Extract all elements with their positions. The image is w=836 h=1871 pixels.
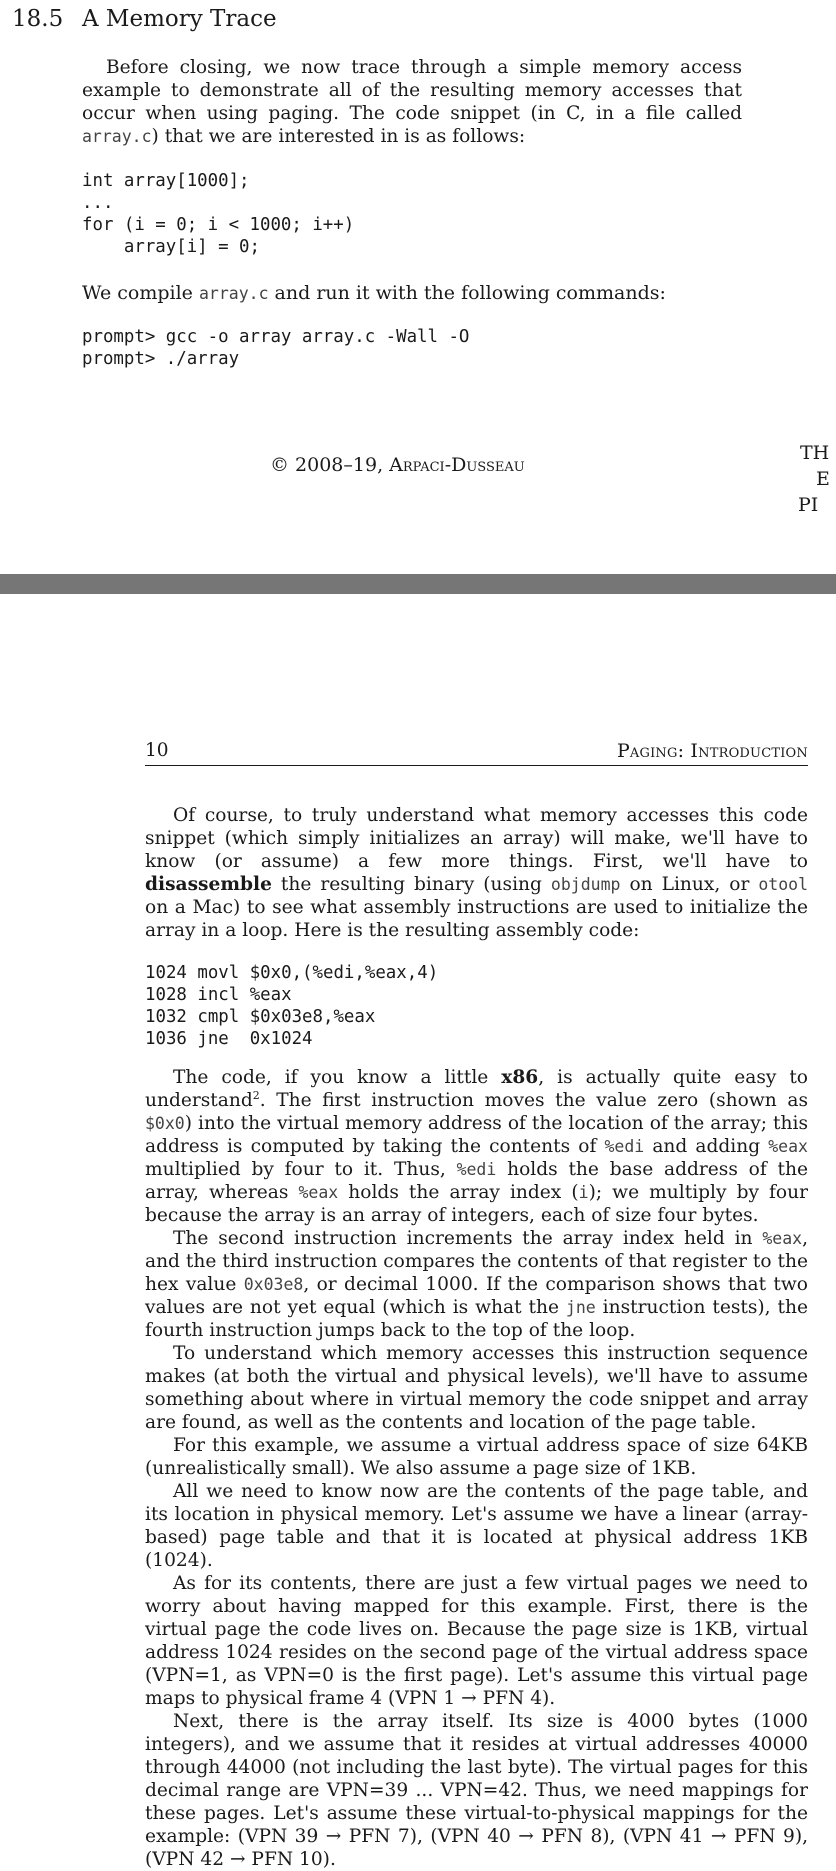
c-code-snippet: int array[1000]; ... for (i = 0; i < 1000; i++) array[i] = 0; (82, 171, 355, 257)
running-head: Paging: Introduction (616, 740, 808, 762)
paragraph-x86: The code, if you know a little x86, is actually quite easy to understand$^2$. The first instruction moves the value zero (shown as $0x0) into the virtual memory address of the location of the array; this address is computed by taking the contents of %edi and adding %eax multiplied by four to it. Thus, %edi holds the base address of the array, whereas %eax holds the array index (i); we multiply by four because the array is an array of integers, each of size four bytes. (145, 1067, 808, 1226)
header-rule (145, 765, 808, 766)
section-title: A Memory Trace (82, 6, 277, 32)
assembly-code: 1024 movl $0x0,(%edi,%eax,4) 1028 incl %eax 1032 cmpl $0x03e8,%eax 1036 jne 0x1024 (145, 963, 439, 1049)
cropped-margin-text: TH E PI (798, 442, 830, 516)
paragraph-page-table: All we need to know now are the contents of the page table, and its location in physical memory. Let's assume we have a linear (array-based) page table and that it is located at physical address 1KB (1024). (145, 1481, 808, 1571)
shell-commands: prompt> gcc -o array array.c -Wall -O prompt> ./array (82, 327, 470, 369)
section-number: 18.5 (12, 6, 64, 32)
paragraph-array-mapping: Next, there is the array itself. Its size is 4000 bytes (1000 integers), and we assume that it resides at virtual addresses 40000 through 44000 (not including the last byte). The virtual pages for this decimal range are VPN=39 ... VPN=42. Thus, we need mappings for these pages. Let's assume these virtual-to-physical mappings for the example: (VPN 39 → PFN 7), (VPN 40 → PFN 8), (VPN 41 → PFN 9), (VPN 42 → PFN 10). (145, 1711, 808, 1870)
page-divider (0, 574, 836, 594)
paragraph-memory-accesses: To understand which memory accesses this instruction sequence makes (at both the virtual and physical levels), we'll have to assume something about where in virtual memory the code snippet and array are found, as well as the contents and location of the page table. (145, 1343, 808, 1433)
filename-array-c-2: array.c (198, 284, 269, 303)
compile-paragraph: We compile array.c and run it with the following commands: (82, 282, 666, 304)
copyright-footer: © 2008–19, Arpaci-Dusseau (270, 454, 525, 476)
body-text (145, 1066, 808, 1871)
page-number: 10 (145, 740, 169, 761)
paragraph-increment: The second instruction increments the array index held in %eax, and the third instruction compares the contents of that register to the hex value 0x03e8, or decimal 1000. If the comparison shows that two values are not yet equal (which is what the jne instruction tests), the fourth instruction jumps back to the top of the loop. (145, 1228, 808, 1341)
filename-array-c: array.c (82, 127, 152, 146)
footnote-marker: 2 (252, 1088, 260, 1102)
intro-paragraph: Before closing, we now trace through a simple memory access example to demonstrate all of the resulting memory accesses that occur when using paging. The code snippet (in C, in a file called array.c) that we are interested in is as follows: (82, 57, 742, 147)
paragraph-disassemble: Of course, to truly understand what memory accesses this code snippet (which simply initializes an array) will make, we'll have to know (or assume) a few more things. First, we'll have to disassemble the resulting binary (using objdump on Linux, or otool on a Mac) to see what assembly instructions are used to initialize the array in a loop. Here is the resulting assembly code: (145, 805, 808, 941)
paragraph-address-space: For this example, we assume a virtual address space of size 64KB (unrealistically small). We also assume a page size of 1KB. (145, 1435, 808, 1479)
paragraph-code-mapping: As for its contents, there are just a few virtual pages we need to worry about having mapped for this example. First, there is the virtual page the code lives on. Because the page size is 1KB, virtual address 1024 resides on the second page of the virtual address space (VPN=1, as VPN=0 is the first page). Let's assume this virtual page maps to physical frame 4 (VPN 1 → PFN 4). (145, 1573, 808, 1709)
